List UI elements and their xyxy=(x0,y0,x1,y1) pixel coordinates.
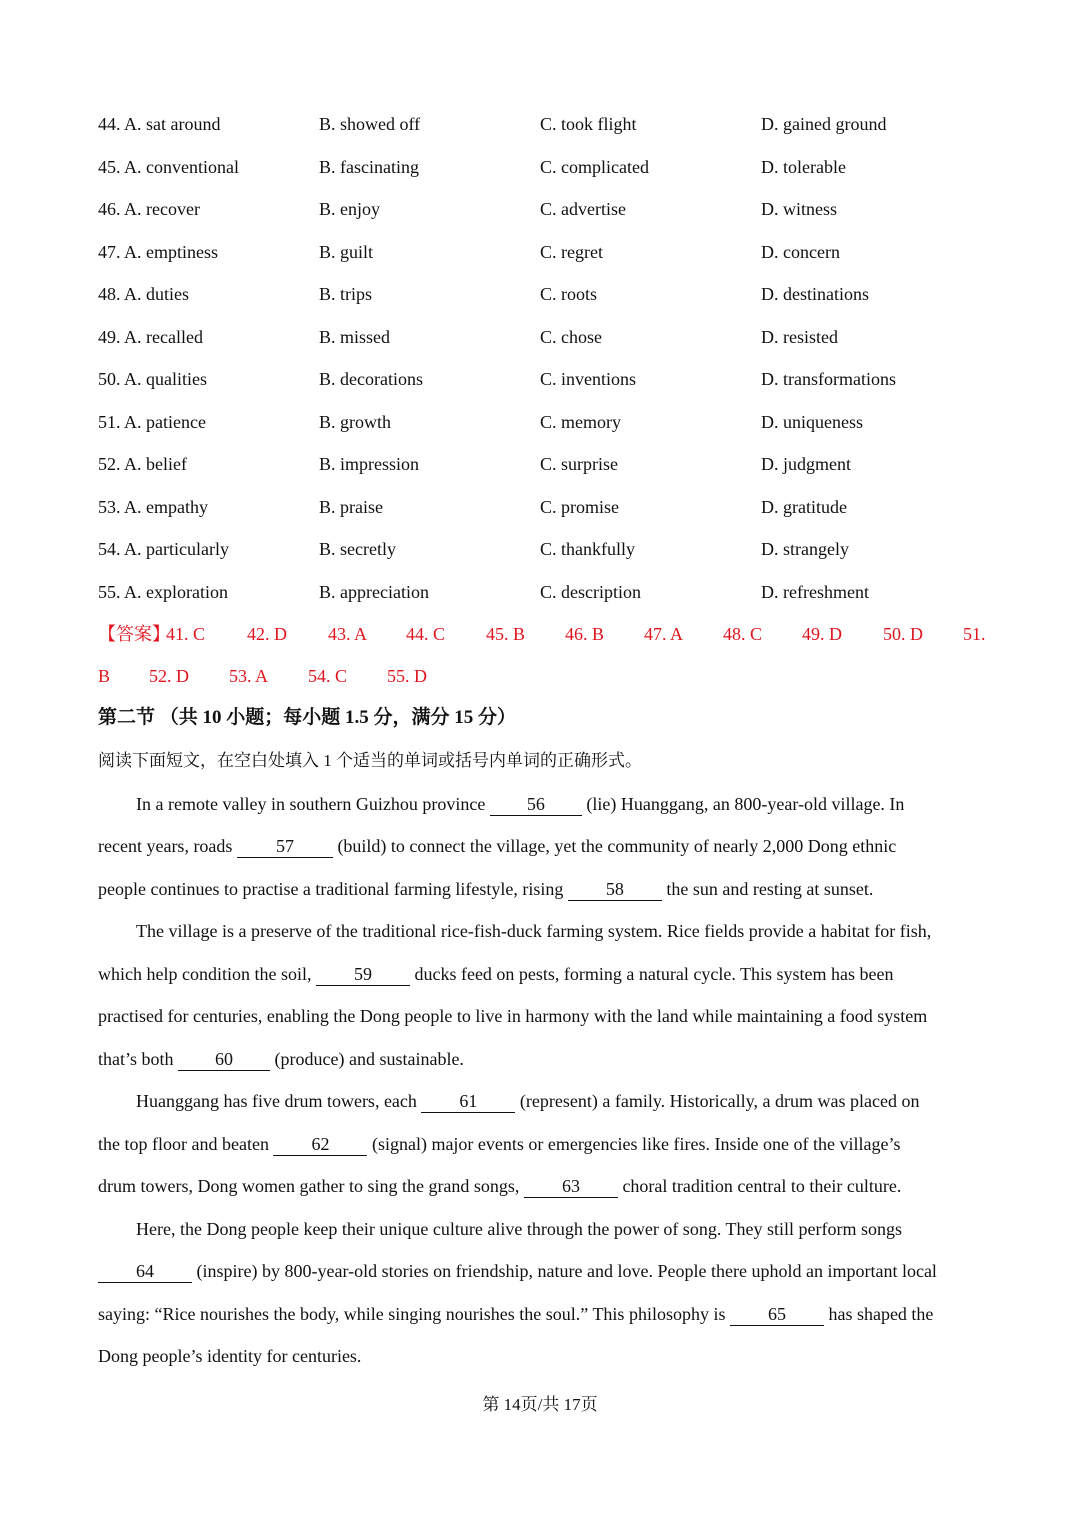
answer-item: 50. D xyxy=(883,624,923,644)
answer-item: 54. C xyxy=(308,666,348,686)
option-b: B. missed xyxy=(319,326,391,347)
blank-57: 57 xyxy=(237,835,333,858)
passage-line: 64 (inspire) by 800-year-old stories on friendship, nature and love. People there uphold an important local xyxy=(98,1256,937,1286)
option-c: C. promise xyxy=(540,496,619,517)
option-d: D. concern xyxy=(761,241,840,262)
option-a: 51. A. patience xyxy=(98,411,206,432)
option-d: D. tolerable xyxy=(761,156,846,177)
answer-item: 46. B xyxy=(565,624,605,644)
option-c: C. chose xyxy=(540,326,602,347)
option-c: C. took flight xyxy=(540,114,637,134)
option-c: C. description xyxy=(540,581,641,602)
option-d: D. resisted xyxy=(761,326,838,347)
option-a: 49. A. recalled xyxy=(98,326,203,347)
section-title: 第二节 （共 10 小题；每小题 1.5 分，满分 15 分） xyxy=(98,707,517,728)
option-a: 48. A. duties xyxy=(98,284,190,304)
option-b: B. fascinating xyxy=(319,156,419,177)
passage-line: practised for centuries, enabling the Dong people to live in harmony with the land while maintaining a food system xyxy=(98,1006,928,1026)
page-footer: 第 14页/共 17页 xyxy=(482,1395,598,1414)
option-c: C. surprise xyxy=(540,454,618,474)
option-a: 53. A. empathy xyxy=(98,496,208,517)
blank-59: 59 xyxy=(316,963,410,986)
option-a: 44. A. sat around xyxy=(98,114,221,134)
option-d: D. gained ground xyxy=(761,114,887,134)
answer-item: 49. D xyxy=(802,624,842,644)
passage-line: drum towers, Dong women gather to sing the grand songs, 63 choral tradition central to their culture. xyxy=(98,1176,902,1196)
option-a: 50. A. qualities xyxy=(98,369,207,389)
answer-item: 47. A xyxy=(644,624,684,644)
option-c: C. inventions xyxy=(540,369,637,389)
option-d: D. uniqueness xyxy=(761,411,863,432)
blank-56: 56 xyxy=(490,793,582,816)
passage-line: saying: “Rice nourishes the body, while singing nourishes the soul.” This philosophy is 65 has shaped the xyxy=(98,1304,934,1324)
option-d: D. strangely xyxy=(761,539,849,559)
passage-line: In a remote valley in southern Guizhou province 56 (lie) Huanggang, an 800-year-old village. In xyxy=(136,794,905,814)
answer-item: 48. C xyxy=(723,624,763,644)
option-c: C. roots xyxy=(540,284,598,304)
option-a: 46. A. recover xyxy=(98,199,200,219)
blank-63: 63 xyxy=(524,1175,618,1198)
option-d: D. transformations xyxy=(761,369,896,389)
answer-item: 53. A xyxy=(229,666,269,686)
option-a: 55. A. exploration xyxy=(98,581,228,602)
option-c: C. thankfully xyxy=(540,539,635,559)
answer-item: 52. D xyxy=(149,666,189,686)
blank-62: 62 xyxy=(273,1133,367,1156)
option-b: B. secretly xyxy=(319,539,396,559)
option-d: D. destinations xyxy=(761,284,869,304)
option-a: 45. A. conventional xyxy=(98,156,239,177)
option-b: B. showed off xyxy=(319,114,421,134)
answer-item: 41. C xyxy=(166,624,206,644)
option-d: D. judgment xyxy=(761,454,851,474)
blank-60: 60 xyxy=(178,1048,270,1071)
option-d: D. witness xyxy=(761,199,837,219)
blank-61: 61 xyxy=(421,1090,515,1113)
answer-item: 44. C xyxy=(406,624,446,644)
option-a: 52. A. belief xyxy=(98,454,187,474)
passage-line: Here, the Dong people keep their unique culture alive through the power of song. They still perform songs xyxy=(136,1219,902,1239)
answer-label: 【答案】 xyxy=(98,624,170,644)
answer-item: 55. D xyxy=(387,666,427,686)
option-c: C. memory xyxy=(540,411,621,432)
option-d: D. refreshment xyxy=(761,581,869,602)
answer-item: B xyxy=(98,666,111,686)
answer-item: 51. xyxy=(963,624,986,644)
option-b: B. praise xyxy=(319,496,383,517)
option-b: B. guilt xyxy=(319,241,374,262)
option-c: C. complicated xyxy=(540,156,649,177)
passage-line: that’s both 60 (produce) and sustainable. xyxy=(98,1049,464,1069)
option-c: C. advertise xyxy=(540,199,626,219)
answer-item: 45. B xyxy=(486,624,526,644)
passage-line: Huanggang has five drum towers, each 61 (represent) a family. Historically, a drum was placed on xyxy=(136,1091,920,1111)
option-a: 54. A. particularly xyxy=(98,539,229,559)
answer-item: 42. D xyxy=(247,624,287,644)
section-instruction: 阅读下面短文，在空白处填入 1 个适当的单词或括号内单词的正确形式。 xyxy=(98,751,642,770)
blank-65: 65 xyxy=(730,1303,824,1326)
option-b: B. growth xyxy=(319,411,391,432)
option-b: B. trips xyxy=(319,284,373,304)
passage-line: Dong people’s identity for centuries. xyxy=(98,1346,362,1366)
blank-64: 64 xyxy=(98,1260,192,1283)
option-b: B. appreciation xyxy=(319,581,429,602)
option-b: B. decorations xyxy=(319,369,423,389)
option-a: 47. A. emptiness xyxy=(98,241,218,262)
passage-line: people continues to practise a traditional farming lifestyle, rising 58 the sun and resting at sunset. xyxy=(98,879,874,899)
passage-line: The village is a preserve of the traditional rice-fish-duck farming system. Rice fields provide a habitat for fish, xyxy=(136,921,932,941)
option-b: B. enjoy xyxy=(319,199,380,219)
blank-58: 58 xyxy=(568,878,662,901)
passage-line: recent years, roads 57 (build) to connect the village, yet the community of nearly 2,000 Dong ethnic xyxy=(98,836,897,856)
passage-line: which help condition the soil, 59 ducks feed on pests, forming a natural cycle. This system has been xyxy=(98,964,894,984)
passage-line: the top floor and beaten 62 (signal) major events or emergencies like fires. Inside one of the village’s xyxy=(98,1134,901,1154)
answer-item: 43. A xyxy=(328,624,368,644)
option-b: B. impression xyxy=(319,454,420,474)
option-c: C. regret xyxy=(540,241,603,262)
option-d: D. gratitude xyxy=(761,496,847,517)
